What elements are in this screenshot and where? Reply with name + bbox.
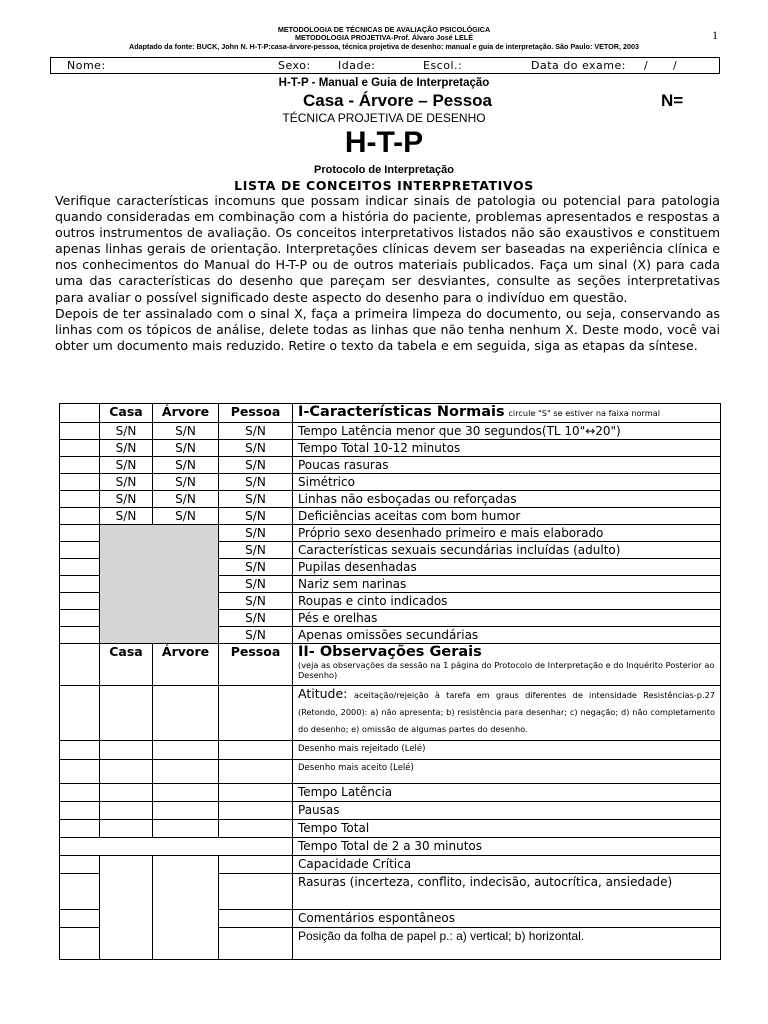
- row-marker-cell[interactable]: [60, 474, 100, 491]
- row-label: Pés e orelhas: [293, 610, 721, 627]
- section-1-title: I-Características Normais: [298, 404, 505, 420]
- row-label: Pupilas desenhadas: [293, 559, 721, 576]
- manual-subtitle: H-T-P - Manual e Guia de Interpretação: [278, 77, 490, 89]
- section-2-header: [293, 644, 721, 686]
- casa-cell[interactable]: [100, 802, 153, 820]
- protocol-title: Protocolo de Interpretação: [314, 164, 454, 176]
- rasuras: Rasuras (incerteza, conflito, indecisão, autocrítica, ansiedade): [293, 874, 721, 910]
- row-label: Roupas e cinto indicados: [293, 593, 721, 610]
- table-row: [60, 760, 721, 784]
- desenho-rejeitado: Desenho mais rejeitado (Lelé): [293, 741, 721, 760]
- table-row: [60, 423, 721, 440]
- desenho-aceito: Desenho mais aceito (Lelé): [293, 760, 721, 784]
- arvore-cell[interactable]: [153, 741, 219, 760]
- sn-arvore[interactable]: S/N: [153, 423, 219, 440]
- main-title: Casa - Árvore – Pessoa: [303, 91, 492, 110]
- table-row: [60, 784, 721, 802]
- document-header: [0, 26, 768, 51]
- row-marker-cell[interactable]: [60, 928, 100, 960]
- nome-field[interactable]: Nome:: [67, 59, 106, 72]
- row-marker-cell[interactable]: [60, 644, 100, 686]
- shaded-unused-area: [100, 525, 219, 644]
- row-marker-cell[interactable]: [60, 593, 100, 610]
- row-marker-cell[interactable]: [60, 423, 100, 440]
- sn-casa[interactable]: S/N: [100, 474, 153, 491]
- htp-big-title: H-T-P: [344, 126, 424, 159]
- row-label: Nariz sem narinas: [293, 576, 721, 593]
- table-row: [60, 440, 721, 457]
- table-row: [60, 741, 721, 760]
- row-marker-cell[interactable]: [60, 627, 100, 644]
- row-label: Tempo Total 10-12 minutos: [293, 440, 721, 457]
- row-marker-cell[interactable]: [60, 802, 100, 820]
- comentarios: Comentários espontâneos: [293, 910, 721, 928]
- sn-pessoa[interactable]: S/N: [219, 576, 293, 593]
- pessoa-cell[interactable]: [219, 856, 293, 874]
- casa-cell[interactable]: [100, 686, 153, 741]
- arvore-cell-tall[interactable]: [153, 856, 219, 960]
- casa-cell[interactable]: [100, 784, 153, 802]
- tempo-total: Tempo Total: [293, 820, 721, 838]
- instructions-paragraph-1: Verifique características incomuns que possam indicar sinais de patologia ou potencial para patologia quando consideradas em combinação com a história do paciente, problemas apresentados e respostas a outros instrumentos de avaliação. Os conceitos interpretativos listados não são exaustivos e constituem apenas linhas gerais de orientação. Interpretações clínicas devem ser baseadas na experiência clínica e nos conhecimentos do Manual do H-T-P ou de outros materiais publicados. Faça um sinal (X) para cada uma das características do desenho que pareçam ser desviantes, consulte as seções interpretativas para avaliar o possível significado deste aspecto do desenho para o indivíduo em questão.: [55, 193, 720, 305]
- table-row: [60, 820, 721, 838]
- col-header-arvore: Árvore: [153, 404, 219, 423]
- capacidade-critica: Capacidade Crítica: [293, 856, 721, 874]
- row-label: Deficiências aceitas com bom humor: [293, 508, 721, 525]
- casa-cell[interactable]: [100, 820, 153, 838]
- col-header-arvore-2: Árvore: [153, 644, 219, 686]
- n-equals-label[interactable]: N=: [661, 91, 684, 110]
- row-marker-cell[interactable]: [60, 741, 100, 760]
- escol-field[interactable]: Escol.:: [423, 59, 463, 72]
- date-slash-1: /: [644, 59, 649, 72]
- col-header-pessoa: Pessoa: [219, 404, 293, 423]
- pessoa-cell[interactable]: [219, 784, 293, 802]
- header-line-2: METODOLOGIA PROJETIVA-Prof. Álvaro José LELÉ: [295, 33, 473, 43]
- row-marker-cell[interactable]: [60, 404, 100, 423]
- row-marker-cell[interactable]: [60, 525, 100, 542]
- pessoa-cell[interactable]: [219, 910, 293, 928]
- row-marker-cell[interactable]: [60, 874, 100, 910]
- row-marker-cell[interactable]: [60, 508, 100, 525]
- table-row: [60, 686, 721, 741]
- sn-pessoa[interactable]: S/N: [219, 508, 293, 525]
- pessoa-cell[interactable]: [219, 820, 293, 838]
- row-marker-cell[interactable]: [60, 760, 100, 784]
- table-row: [60, 474, 721, 491]
- atitude-cell: [293, 686, 721, 741]
- row-marker-cell[interactable]: [60, 559, 100, 576]
- row-label: Simétrico: [293, 474, 721, 491]
- arvore-cell[interactable]: [153, 820, 219, 838]
- tempo-total-2-30: Tempo Total de 2 a 30 minutos: [293, 838, 721, 856]
- table-row: [60, 457, 721, 474]
- pausas: Pausas: [293, 802, 721, 820]
- header-line-3: Adaptado da fonte: BUCK, John N. H-T-P:casa-árvore-pessoa, técnica projetiva de desenho: manual e guia de interpretação. São Paulo: VETOR, 2003: [129, 41, 639, 51]
- row-marker-cell[interactable]: [60, 856, 100, 874]
- sn-casa[interactable]: S/N: [100, 491, 153, 508]
- row-marker-cell[interactable]: [60, 784, 100, 802]
- sn-pessoa[interactable]: S/N: [219, 474, 293, 491]
- tempo-latencia: Tempo Latência: [293, 784, 721, 802]
- sn-pessoa[interactable]: S/N: [219, 491, 293, 508]
- arvore-cell[interactable]: [153, 686, 219, 741]
- sn-casa[interactable]: S/N: [100, 457, 153, 474]
- row-marker-cell[interactable]: [60, 542, 100, 559]
- casa-cell[interactable]: [100, 760, 153, 784]
- row-marker-cell[interactable]: [60, 440, 100, 457]
- sn-pessoa[interactable]: S/N: [219, 542, 293, 559]
- row-label: Apenas omissões secundárias: [293, 627, 721, 644]
- data-exame-field[interactable]: Data do exame:: [531, 59, 626, 72]
- idade-field[interactable]: Idade:: [338, 59, 376, 72]
- section-2-title: II- Observações Gerais: [298, 644, 482, 660]
- pessoa-cell[interactable]: [219, 686, 293, 741]
- row-marker-cell[interactable]: [60, 491, 100, 508]
- pessoa-cell[interactable]: [219, 760, 293, 784]
- sn-pessoa[interactable]: S/N: [219, 559, 293, 576]
- row-label: Próprio sexo desenhado primeiro e mais elaborado: [293, 525, 721, 542]
- row-marker-cell[interactable]: [60, 610, 100, 627]
- sn-pessoa[interactable]: S/N: [219, 610, 293, 627]
- sn-arvore[interactable]: S/N: [153, 491, 219, 508]
- pessoa-cell[interactable]: [219, 928, 293, 960]
- row-marker-cell[interactable]: [60, 820, 100, 838]
- merged-blank-cell[interactable]: [60, 838, 293, 856]
- sn-casa[interactable]: S/N: [100, 440, 153, 457]
- pessoa-cell[interactable]: [219, 802, 293, 820]
- section-2-note: (veja as observações da sessão na 1 página do Protocolo de Interpretação e do Inquérito Posterior ao Desenho): [298, 660, 715, 680]
- section-1-note: circule "S" se estiver na faixa normal: [508, 408, 661, 418]
- sn-pessoa[interactable]: S/N: [219, 440, 293, 457]
- sn-casa[interactable]: S/N: [100, 423, 153, 440]
- table-row: [60, 525, 721, 542]
- table-row: [60, 508, 721, 525]
- col-header-pessoa-2: Pessoa: [219, 644, 293, 686]
- technique-label: TÉCNICA PROJETIVA DE DESENHO: [282, 111, 486, 125]
- sn-pessoa[interactable]: S/N: [219, 593, 293, 610]
- sexo-field[interactable]: Sexo:: [278, 59, 311, 72]
- arvore-cell[interactable]: [153, 760, 219, 784]
- interpretation-table: [59, 403, 721, 960]
- arvore-cell[interactable]: [153, 784, 219, 802]
- sn-arvore[interactable]: S/N: [153, 440, 219, 457]
- sn-pessoa[interactable]: S/N: [219, 627, 293, 644]
- atitude-label: Atitude:: [298, 686, 348, 701]
- table-row: [60, 856, 721, 874]
- casa-cell-tall[interactable]: [100, 856, 153, 960]
- posicao-folha: Posição da folha de papel p.: a) vertical; b) horizontal.: [293, 928, 721, 960]
- row-marker-cell[interactable]: [60, 686, 100, 741]
- instructions-paragraph-2: Depois de ter assinalado com o sinal X, faça a primeira limpeza do documento, ou seja, conservando as linhas com os tópicos de análise, delete todas as linhas que não tenha nenhum X. Deste modo, você vai obter um documento mais reduzido. Retire o texto da tabela e em seguida, siga as etapas da síntese.: [55, 305, 720, 353]
- sn-arvore[interactable]: S/N: [153, 457, 219, 474]
- pessoa-cell[interactable]: [219, 874, 293, 910]
- col-header-casa-2: Casa: [100, 644, 153, 686]
- row-label: Características sexuais secundárias incluídas (adulto): [293, 542, 721, 559]
- casa-cell[interactable]: [100, 741, 153, 760]
- row-label: Tempo Latência menor que 30 segundos(TL 10"↔20"): [293, 423, 721, 440]
- patient-info-box: [50, 57, 720, 74]
- table-row: [60, 838, 721, 856]
- atitude-text: aceitação/rejeição à tarefa em graus diferentes de intensidade Resistências-p.27 (Retondo, 2000): a) não apresenta; b) resistência para desenhar; c) negação; d) não completamento do desenho; e) omissão de algumas partes do desenho.: [298, 690, 715, 734]
- sn-pessoa[interactable]: S/N: [219, 457, 293, 474]
- table-row: [60, 491, 721, 508]
- row-marker-cell[interactable]: [60, 457, 100, 474]
- row-marker-cell[interactable]: [60, 910, 100, 928]
- sn-arvore[interactable]: S/N: [153, 474, 219, 491]
- sn-casa[interactable]: S/N: [100, 508, 153, 525]
- instructions: [55, 193, 720, 354]
- page-number: 1: [712, 28, 718, 42]
- header-line-1: METODOLOGIA DE TÉCNICAS DE AVALIAÇÃO PSICOLÓGICA: [277, 25, 491, 34]
- arvore-cell[interactable]: [153, 802, 219, 820]
- list-title: LISTA DE CONCEITOS INTERPRETATIVOS: [234, 178, 534, 193]
- sn-arvore[interactable]: S/N: [153, 508, 219, 525]
- sn-pessoa[interactable]: S/N: [219, 525, 293, 542]
- col-header-casa: Casa: [100, 404, 153, 423]
- table-row: [60, 802, 721, 820]
- row-label: Linhas não esboçadas ou reforçadas: [293, 491, 721, 508]
- date-slash-2: /: [673, 59, 678, 72]
- section-1-header: [293, 404, 721, 423]
- row-label: Poucas rasuras: [293, 457, 721, 474]
- sn-pessoa[interactable]: S/N: [219, 423, 293, 440]
- row-marker-cell[interactable]: [60, 576, 100, 593]
- pessoa-cell[interactable]: [219, 741, 293, 760]
